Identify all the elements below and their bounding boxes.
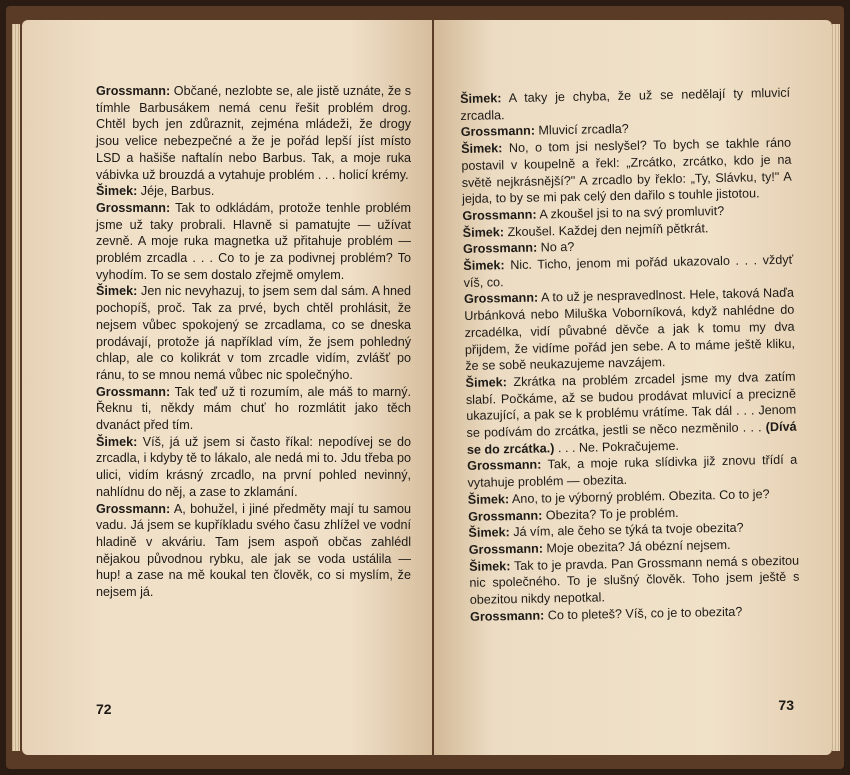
right-page-text — [460, 85, 800, 626]
dialogue-text: Já vím, ale čeho se týká ta tvoje obezita? — [509, 520, 744, 540]
speaker-name: Šimek: — [96, 184, 138, 199]
speaker-name: Šimek: — [460, 141, 503, 157]
dialogue-paragraph — [464, 285, 796, 375]
speaker-name: Grossmann: — [96, 84, 171, 98]
stage-direction: (Dívá se do zrcátka.) — [466, 419, 797, 457]
dialogue-paragraph — [96, 83, 411, 183]
speaker-name: Šimek: — [96, 284, 138, 299]
dialogue-text: Víš, já už jsem si často říkal: nepodívej se do zrcadla, i kdyby tě to lákalo, ale nedá mi to. Jdu třeba po ulici, vidím krásný zrcadlo, na první pohled nevinný, nahlídnu do něj, a zase to zklamání. — [96, 434, 411, 499]
dialogue-text: Moje obezita? Já obézní nejsem. — [542, 537, 731, 556]
speaker-name: Grossmann: — [462, 240, 538, 257]
speaker-name: Grossmann: — [96, 200, 171, 215]
dialogue-text: Mluvicí zrcadla? — [534, 122, 629, 138]
speaker-name: Grossmann: — [96, 384, 171, 399]
left-page — [22, 20, 432, 755]
dialogue-text: Obezita? To je problém. — [542, 505, 679, 523]
dialogue-text: Zkrátka na problém zrcadel jsme my dva zatím slabí. Počkáme, až se budou prodávat mluvicí a precizně ukazující, a pak se k problému vrátíme. Tak dál . . . Jenom se podívám do zrcátka, jestli se něco nezměnilo . . . — [465, 369, 797, 440]
dialogue-paragraph — [96, 200, 411, 284]
dialogue-text: A to už je nespravedlnost. Hele, taková Naďa Urbánková nebo Miluška Voborníková, když nahlédne do zrcadélka, vidí půvabné děvče a jak k tomu my dva přijdem, že vidíme pořád jen sebe. A to máme ještě kliku, že se sobě neukazujeme navzájem. — [464, 286, 796, 374]
speaker-name: Grossmann: — [462, 207, 537, 223]
dialogue-text: Tak to je pravda. Pan Grossmann nemá s obezitou nic společného. To je slušný člověk. Toho jsem ještě s obezitou nikdy nepotkal. — [469, 553, 800, 607]
dialogue-text: Ano, to je výborný problém. Obezita. Co to je? — [509, 487, 770, 507]
speaker-name: Šimek: — [462, 224, 505, 240]
dialogue-text-continued: . . . Ne. Pokračujeme. — [554, 438, 680, 456]
dialogue-text: Tak, a moje ruka slídivka již znovu třídí a vytahuje problém — obezita. — [467, 453, 798, 491]
dialogue-paragraph — [96, 434, 411, 501]
dialogue-text: Občané, nezlobte se, ale jistě uznáte, že s tímhle Barbusákem nemá cenu řešit problém drog. Chtěl bych jen zdůraznit, zejména mládeži, že drogy jsou velice nebezpečné a že je pořád lepší jíst místo LSD a hašiše naftalín nebo Barbus. Tak, a moje ruka vábivka už brouzdá a vytahuje problém . . . holicí krémy. — [96, 84, 411, 182]
dialogue-paragraph — [461, 135, 792, 208]
dialogue-paragraph — [96, 501, 411, 601]
dialogue-text: Jen nic nevyhazuj, to jsem sem dal sám. A hned pochopíš, proč. Tak za prvé, bych chtěl prohlásit, že nejsem vůbec spokojený se zrcadlama, co se dneska prodávají, protože já například vím, že jsem pohledný chlap, ale co kolikrát v tom zrcadle vidím, zvlášť po ránu, to se mnou nemá vůbec nic společnýho. — [96, 284, 411, 382]
dialogue-text: Nic. Ticho, jenom mi pořád ukazovalo . . . vždyť víš, co. — [463, 252, 794, 290]
dialogue-paragraph — [96, 183, 411, 200]
open-book — [6, 6, 844, 769]
speaker-name: Šimek: — [468, 558, 511, 574]
speaker-name: Grossmann: — [463, 290, 539, 307]
right-page — [434, 20, 832, 755]
speaker-name: Grossmann: — [468, 508, 543, 524]
left-page-text — [96, 83, 411, 601]
speaker-name: Šimek: — [460, 91, 502, 106]
dialogue-text: No a? — [537, 240, 575, 255]
speaker-name: Šimek: — [96, 434, 138, 449]
speaker-name: Šimek: — [468, 525, 510, 541]
left-page-edges — [12, 24, 20, 751]
dialogue-text: Tak teď už ti rozumím, ale máš to marný. Řeknu ti, někdy mám chuť ho rozmlátit jako těch dvanáct před tím. — [96, 384, 411, 433]
dialogue-text: No, o tom jsi neslyšel? To bych se takhle ráno postavil v koupelně a řekl: „Zrcátko, zrcátko, kdo je na světě nejkrásnější?" A zrcadlo by řeklo: „Ty, Slávku, ty!" A jejda, to by se mi pak celý den dařilo s touhle jistotou. — [461, 135, 792, 207]
dialogue-paragraph — [469, 552, 800, 608]
dialogue-text: Jéje, Barbus. — [137, 184, 215, 199]
dialogue-paragraph — [96, 384, 411, 434]
speaker-name: Grossmann: — [469, 608, 545, 624]
dialogue-text: A taky je chyba, že už se nedělají ty mluvicí zrcadla. — [460, 85, 791, 123]
dialogue-text: Co to pleteš? Víš, co je to obezita? — [544, 604, 743, 623]
speaker-name: Šimek: — [465, 375, 508, 390]
dialogue-paragraph — [465, 369, 797, 459]
speaker-name: Grossmann: — [467, 457, 542, 474]
dialogue-paragraph — [96, 283, 411, 383]
page-number: 73 — [778, 697, 794, 713]
speaker-name: Grossmann: — [96, 501, 171, 516]
dialogue-text: Tak to odkládám, protože tenhle problém jsme už taky probrali. Hlavně si pamatujte — užívat zevně. A moje ruka magnetka už přitahuje problém — problém zrcadla . . . Co to je za podivnej problém? To vyhodím. To se sem dostalo zřejmě omylem. — [96, 200, 411, 282]
dialogue-text: A zkoušel jsi to na svý promluvit? — [536, 203, 725, 222]
speaker-name: Šimek: — [463, 258, 505, 273]
dialogue-text: A, bohužel, i jiné předměty mají tu samou vadu. Já jsem se kupříkladu svého času zhlížel ve vodní hladině v akváriu. Tam jsem aspoň občas zahlédl nějakou původnou rybku, ale jak se voda ustálila — hup! a zase na mě koukal ten člověk, co si myslím, že nejsem já. — [96, 501, 411, 600]
dialogue-text: Zkoušel. Každej den nejmíň pětkrát. — [503, 220, 709, 239]
speaker-name: Grossmann: — [468, 541, 544, 557]
speaker-name: Šimek: — [467, 492, 510, 507]
page-number: 72 — [96, 701, 112, 717]
speaker-name: Grossmann: — [460, 123, 536, 140]
right-page-edges — [832, 24, 840, 751]
